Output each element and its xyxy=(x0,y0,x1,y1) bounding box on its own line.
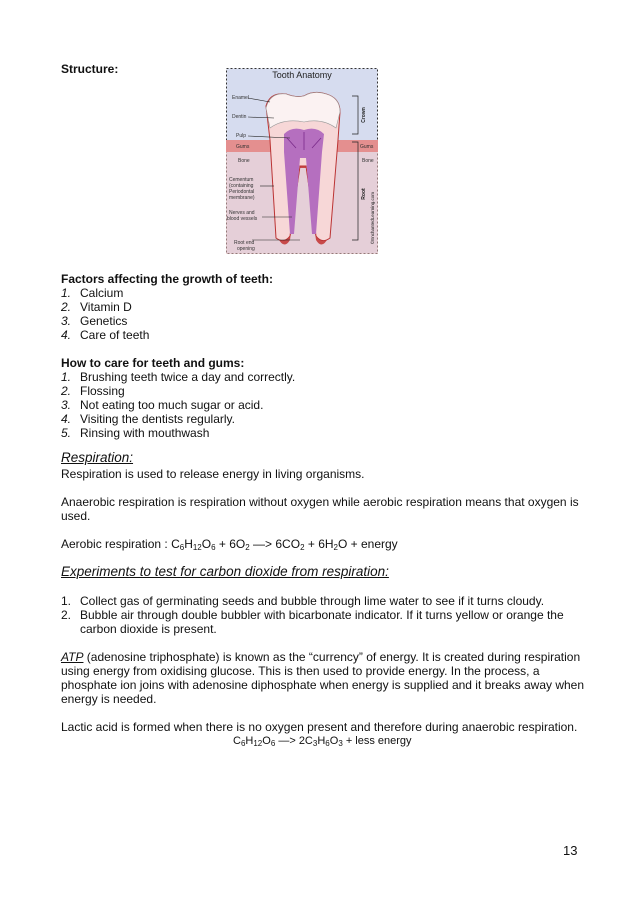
list-item-continuation: carbon dioxide is present. xyxy=(80,622,217,636)
label-gums-left: Gums xyxy=(236,144,250,150)
label-cementum-3: Periodontal xyxy=(229,189,255,195)
list-item: 2. Bubble air through double bubbler with bicarbonate indicator. If it turns yellow or orange the xyxy=(61,608,564,622)
label-rootend-1: Root end xyxy=(234,240,255,246)
diagram-title: Tooth Anatomy xyxy=(272,70,332,80)
atp-line: using energy from oxidising glucose. This is then used to provide energy. In the process, a xyxy=(61,664,540,678)
structure-heading: Structure: xyxy=(61,62,119,76)
list-item: 2. Flossing xyxy=(61,384,125,398)
list-item: 1. Collect gas of germinating seeds and bubble through lime water to see if it turns cloudy. xyxy=(61,594,545,608)
label-root: Root xyxy=(361,188,367,200)
list-item: 3. Genetics xyxy=(61,314,128,328)
list-item: 5. Rinsing with mouthwash xyxy=(61,426,210,440)
list-item: 2. Vitamin D xyxy=(61,300,132,314)
respiration-para-line: Anaerobic respiration is respiration without oxygen while aerobic respiration means that oxygen is xyxy=(61,495,579,509)
label-bone-left: Bone xyxy=(238,158,250,164)
tooth-anatomy-diagram xyxy=(226,68,378,254)
diagram-credit: ©EnchantedLearning.com xyxy=(370,191,375,245)
list-item: 1. Brushing teeth twice a day and correctly. xyxy=(61,370,296,384)
lactic-line: Lactic acid is formed when there is no oxygen present and therefore during anaerobic respiration. xyxy=(61,720,578,734)
list-item: 3. Not eating too much sugar or acid. xyxy=(61,398,264,412)
label-crown: Crown xyxy=(361,107,367,123)
page-number: 13 xyxy=(563,843,578,858)
label-nerves-2: blood vessels xyxy=(227,216,258,222)
respiration-line: Respiration is used to release energy in living organisms. xyxy=(61,467,365,481)
label-enamel: Enamel xyxy=(232,95,249,101)
label-cementum-4: membrane) xyxy=(229,195,255,201)
atp-line: ATP (adenosine triphosphate) is known as the “currency” of energy. It is created during respiration xyxy=(61,650,581,664)
label-pulp: Pulp xyxy=(236,133,247,139)
label-cementum-2: (containing xyxy=(229,183,254,189)
label-cementum-1: Cementum xyxy=(229,177,254,183)
label-nerves-1: Nerves and xyxy=(229,210,255,216)
care-heading: How to care for teeth and gums: xyxy=(61,356,245,370)
atp-term: ATP xyxy=(61,650,84,664)
label-gums-right: Gums xyxy=(360,144,374,150)
list-item: 4. Visiting the dentists regularly. xyxy=(61,412,235,426)
atp-line: phosphate ion joins with adenosine diphosphate when energy is supplied and it breaks away when xyxy=(61,678,585,692)
list-item: 1. Calcium xyxy=(61,286,124,300)
respiration-heading: Respiration: xyxy=(61,450,134,465)
lactic-equation: $C_6H_{12}O_6$ —> $2C_3H_6O_3$ + less energy xyxy=(233,735,412,748)
factors-heading: Factors affecting the growth of teeth: xyxy=(61,272,274,286)
respiration-para-line: used. xyxy=(61,509,91,523)
label-rootend-2: opening xyxy=(237,246,255,252)
atp-line: energy is needed. xyxy=(61,692,157,706)
label-bone-right: Bone xyxy=(362,158,374,164)
label-dentin: Dentin xyxy=(232,114,247,120)
aerobic-equation: Aerobic respiration : $C_6H_{12}O_6 + 6O_2$ —> $6CO_2 + 6H_2O$ + energy xyxy=(61,537,398,552)
experiments-heading: Experiments to test for carbon dioxide from respiration: xyxy=(61,564,389,579)
list-item: 4. Care of teeth xyxy=(61,328,150,342)
